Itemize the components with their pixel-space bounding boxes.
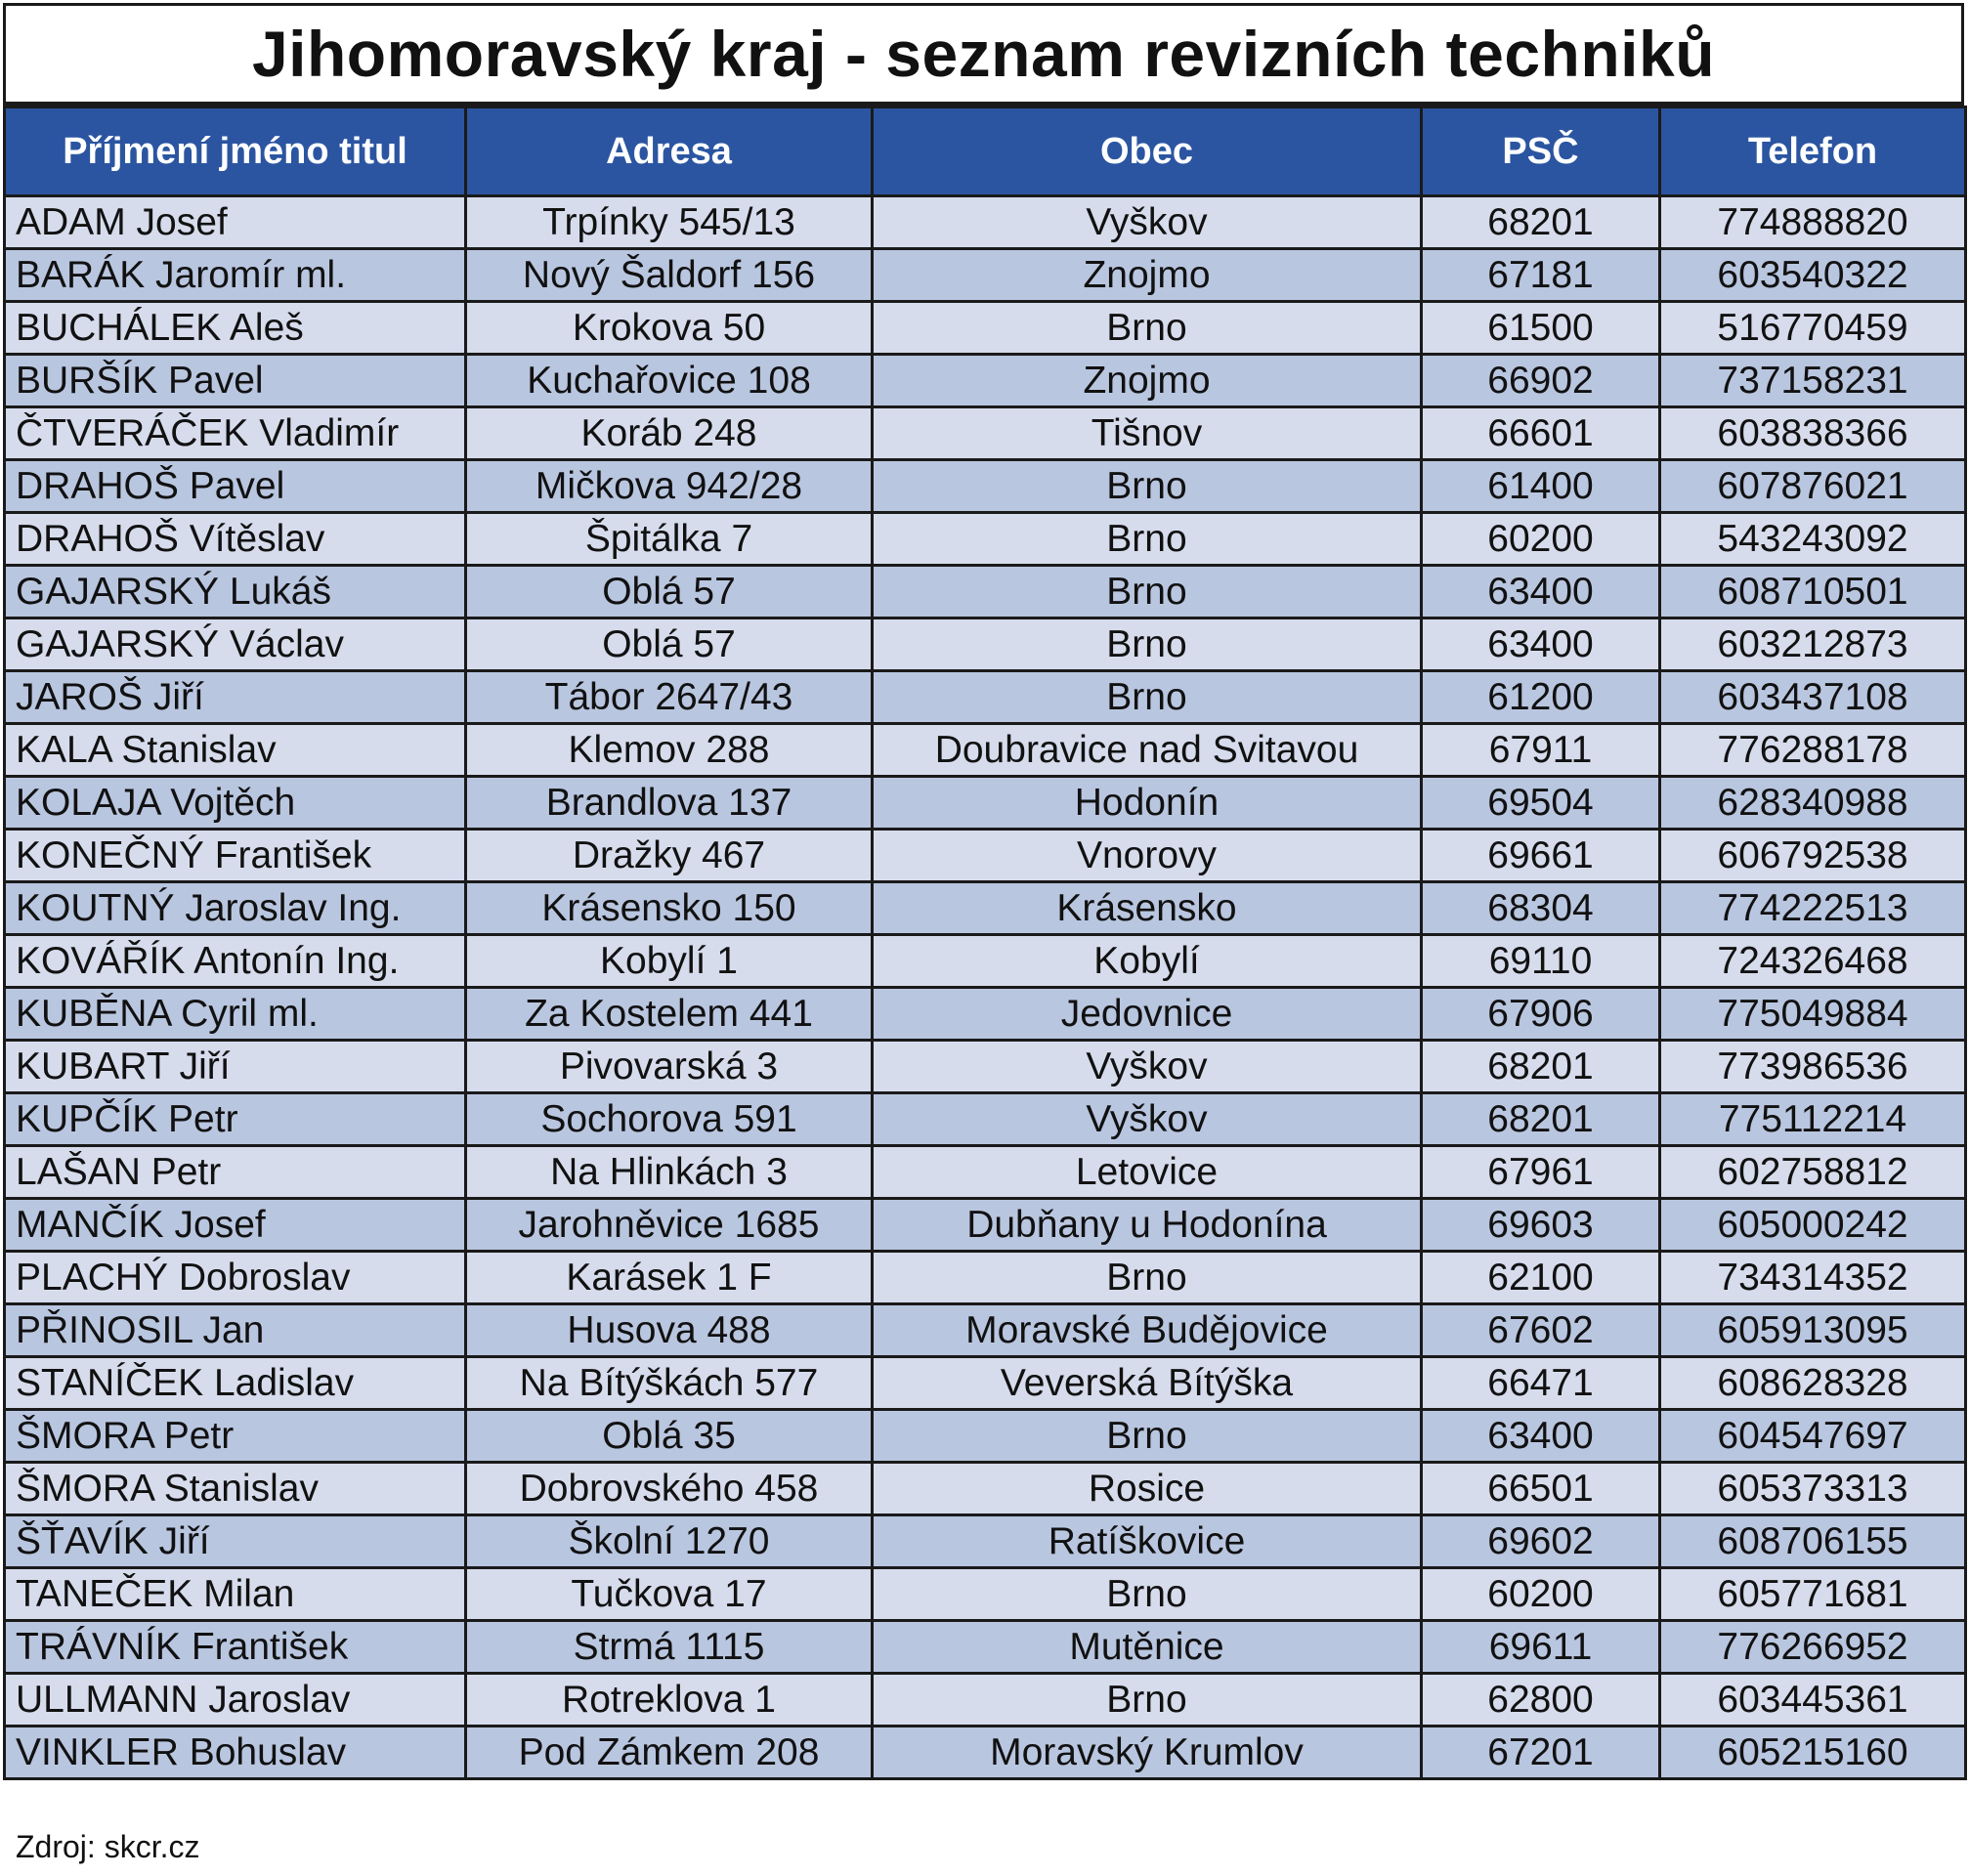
cell-city: Moravský Krumlov: [873, 1727, 1422, 1779]
cell-phone: 603437108: [1660, 671, 1966, 724]
cell-phone: 776288178: [1660, 724, 1966, 777]
cell-city: Brno: [873, 1568, 1422, 1621]
cell-name: KUBĚNA Cyril ml.: [5, 988, 466, 1041]
cell-phone: 605215160: [1660, 1727, 1966, 1779]
cell-postal-code: 69611: [1422, 1621, 1660, 1674]
cell-name: KOVÁŘÍK Antonín Ing.: [5, 935, 466, 988]
cell-phone: 607876021: [1660, 460, 1966, 513]
cell-postal-code: 62800: [1422, 1674, 1660, 1727]
cell-name: KUPČÍK Petr: [5, 1093, 466, 1146]
cell-name: DRAHOŠ Pavel: [5, 460, 466, 513]
cell-phone: 516770459: [1660, 302, 1966, 355]
cell-address: Dobrovského 458: [466, 1463, 873, 1515]
cell-address: Tučkova 17: [466, 1568, 873, 1621]
cell-postal-code: 68201: [1422, 1041, 1660, 1093]
cell-name: ČTVERÁČEK Vladimír: [5, 407, 466, 460]
cell-name: ŠMORA Stanislav: [5, 1463, 466, 1515]
cell-name: GAJARSKÝ Lukáš: [5, 566, 466, 618]
cell-name: BURŠÍK Pavel: [5, 355, 466, 407]
cell-postal-code: 69504: [1422, 777, 1660, 830]
table-row: [5, 1304, 1966, 1357]
table-body: [5, 196, 1966, 1779]
cell-phone: 605771681: [1660, 1568, 1966, 1621]
cell-address: Brandlova 137: [466, 777, 873, 830]
cell-name: ULLMANN Jaroslav: [5, 1674, 466, 1727]
cell-city: Tišnov: [873, 407, 1422, 460]
column-header-phone: Telefon: [1660, 107, 1966, 196]
document: [3, 3, 1964, 1780]
cell-address: Husova 488: [466, 1304, 873, 1357]
cell-city: Brno: [873, 671, 1422, 724]
table-row: [5, 1568, 1966, 1621]
cell-address: Tábor 2647/43: [466, 671, 873, 724]
cell-phone: 773986536: [1660, 1041, 1966, 1093]
cell-postal-code: 69603: [1422, 1199, 1660, 1252]
cell-city: Rosice: [873, 1463, 1422, 1515]
cell-postal-code: 66601: [1422, 407, 1660, 460]
cell-address: Pod Zámkem 208: [466, 1727, 873, 1779]
cell-phone: 608706155: [1660, 1515, 1966, 1568]
cell-city: Brno: [873, 618, 1422, 671]
cell-phone: 604547697: [1660, 1410, 1966, 1463]
cell-phone: 608628328: [1660, 1357, 1966, 1410]
cell-phone: 605373313: [1660, 1463, 1966, 1515]
cell-postal-code: 67201: [1422, 1727, 1660, 1779]
table-row: [5, 724, 1966, 777]
cell-name: KALA Stanislav: [5, 724, 466, 777]
cell-name: MANČÍK Josef: [5, 1199, 466, 1252]
table-row: [5, 882, 1966, 935]
table-row: [5, 1041, 1966, 1093]
cell-address: Dražky 467: [466, 830, 873, 882]
cell-city: Brno: [873, 1252, 1422, 1304]
cell-city: Vnorovy: [873, 830, 1422, 882]
cell-name: STANÍČEK Ladislav: [5, 1357, 466, 1410]
cell-postal-code: 67906: [1422, 988, 1660, 1041]
cell-address: Oblá 35: [466, 1410, 873, 1463]
table-row: [5, 1093, 1966, 1146]
table-row: [5, 1727, 1966, 1779]
cell-city: Brno: [873, 1410, 1422, 1463]
cell-postal-code: 69110: [1422, 935, 1660, 988]
cell-address: Nový Šaldorf 156: [466, 249, 873, 302]
table-row: [5, 566, 1966, 618]
cell-name: PLACHÝ Dobroslav: [5, 1252, 466, 1304]
cell-city: Kobylí: [873, 935, 1422, 988]
cell-address: Koráb 248: [466, 407, 873, 460]
cell-name: VINKLER Bohuslav: [5, 1727, 466, 1779]
cell-name: BARÁK Jaromír ml.: [5, 249, 466, 302]
table-row: [5, 935, 1966, 988]
table-row: [5, 777, 1966, 830]
table-row: [5, 1146, 1966, 1199]
cell-address: Jarohněvice 1685: [466, 1199, 873, 1252]
cell-postal-code: 67181: [1422, 249, 1660, 302]
cell-postal-code: 63400: [1422, 618, 1660, 671]
cell-city: Vyškov: [873, 1093, 1422, 1146]
column-header-postal-code: PSČ: [1422, 107, 1660, 196]
cell-city: Ratíškovice: [873, 1515, 1422, 1568]
cell-phone: 734314352: [1660, 1252, 1966, 1304]
cell-address: Kobylí 1: [466, 935, 873, 988]
cell-name: ŠŤAVÍK Jiří: [5, 1515, 466, 1568]
table-row: [5, 1621, 1966, 1674]
cell-postal-code: 68304: [1422, 882, 1660, 935]
cell-address: Oblá 57: [466, 618, 873, 671]
cell-postal-code: 61200: [1422, 671, 1660, 724]
table-row: [5, 249, 1966, 302]
cell-phone: 543243092: [1660, 513, 1966, 566]
cell-postal-code: 69661: [1422, 830, 1660, 882]
cell-postal-code: 67602: [1422, 1304, 1660, 1357]
cell-name: LAŠAN Petr: [5, 1146, 466, 1199]
cell-postal-code: 61500: [1422, 302, 1660, 355]
cell-address: Klemov 288: [466, 724, 873, 777]
cell-postal-code: 63400: [1422, 566, 1660, 618]
table-row: [5, 618, 1966, 671]
cell-phone: 776266952: [1660, 1621, 1966, 1674]
cell-postal-code: 68201: [1422, 196, 1660, 249]
cell-address: Sochorova 591: [466, 1093, 873, 1146]
cell-phone: 608710501: [1660, 566, 1966, 618]
table-row: [5, 1357, 1966, 1410]
cell-name: ŠMORA Petr: [5, 1410, 466, 1463]
cell-address: Na Bítýškách 577: [466, 1357, 873, 1410]
cell-phone: 775112214: [1660, 1093, 1966, 1146]
table-row: [5, 302, 1966, 355]
cell-city: Vyškov: [873, 1041, 1422, 1093]
cell-phone: 774222513: [1660, 882, 1966, 935]
cell-city: Brno: [873, 1674, 1422, 1727]
cell-city: Letovice: [873, 1146, 1422, 1199]
table-row: [5, 1515, 1966, 1568]
cell-city: Doubravice nad Svitavou: [873, 724, 1422, 777]
cell-city: Hodonín: [873, 777, 1422, 830]
cell-name: TANEČEK Milan: [5, 1568, 466, 1621]
column-header-city: Obec: [873, 107, 1422, 196]
cell-postal-code: 66501: [1422, 1463, 1660, 1515]
cell-city: Dubňany u Hodonína: [873, 1199, 1422, 1252]
cell-name: BUCHÁLEK Aleš: [5, 302, 466, 355]
cell-address: Pivovarská 3: [466, 1041, 873, 1093]
cell-address: Špitálka 7: [466, 513, 873, 566]
cell-postal-code: 62100: [1422, 1252, 1660, 1304]
cell-postal-code: 67911: [1422, 724, 1660, 777]
cell-city: Mutěnice: [873, 1621, 1422, 1674]
cell-city: Brno: [873, 302, 1422, 355]
cell-city: Znojmo: [873, 249, 1422, 302]
table-row: [5, 1463, 1966, 1515]
cell-name: KUBART Jiří: [5, 1041, 466, 1093]
technicians-table: [3, 106, 1967, 1780]
cell-postal-code: 66471: [1422, 1357, 1660, 1410]
cell-address: Trpínky 545/13: [466, 196, 873, 249]
cell-address: Krásensko 150: [466, 882, 873, 935]
cell-city: Veverská Bítýška: [873, 1357, 1422, 1410]
cell-city: Moravské Budějovice: [873, 1304, 1422, 1357]
column-header-address: Adresa: [466, 107, 873, 196]
cell-name: KONEČNÝ František: [5, 830, 466, 882]
cell-postal-code: 67961: [1422, 1146, 1660, 1199]
cell-name: KOUTNÝ Jaroslav Ing.: [5, 882, 466, 935]
cell-phone: 603838366: [1660, 407, 1966, 460]
cell-city: Brno: [873, 460, 1422, 513]
cell-address: Na Hlinkách 3: [466, 1146, 873, 1199]
cell-phone: 605913095: [1660, 1304, 1966, 1357]
table-row: [5, 671, 1966, 724]
table-header-row: [5, 107, 1966, 196]
cell-address: Za Kostelem 441: [466, 988, 873, 1041]
cell-phone: 775049884: [1660, 988, 1966, 1041]
cell-phone: 603212873: [1660, 618, 1966, 671]
source-note: Zdroj: skcr.cz: [16, 1829, 200, 1864]
table-row: [5, 407, 1966, 460]
table-row: [5, 1252, 1966, 1304]
cell-city: Brno: [873, 566, 1422, 618]
cell-address: Kuchařovice 108: [466, 355, 873, 407]
cell-postal-code: 68201: [1422, 1093, 1660, 1146]
table-row: [5, 830, 1966, 882]
cell-city: Vyškov: [873, 196, 1422, 249]
cell-phone: 628340988: [1660, 777, 1966, 830]
cell-name: GAJARSKÝ Václav: [5, 618, 466, 671]
cell-postal-code: 61400: [1422, 460, 1660, 513]
cell-postal-code: 60200: [1422, 513, 1660, 566]
cell-name: PŘINOSIL Jan: [5, 1304, 466, 1357]
cell-postal-code: 69602: [1422, 1515, 1660, 1568]
cell-phone: 602758812: [1660, 1146, 1966, 1199]
cell-address: Karásek 1 F: [466, 1252, 873, 1304]
cell-phone: 603445361: [1660, 1674, 1966, 1727]
table-row: [5, 196, 1966, 249]
cell-address: Krokova 50: [466, 302, 873, 355]
cell-address: Oblá 57: [466, 566, 873, 618]
cell-phone: 605000242: [1660, 1199, 1966, 1252]
table-row: [5, 988, 1966, 1041]
table-row: [5, 1199, 1966, 1252]
cell-address: Rotreklova 1: [466, 1674, 873, 1727]
cell-address: Mičkova 942/28: [466, 460, 873, 513]
cell-city: Krásensko: [873, 882, 1422, 935]
table-row: [5, 1410, 1966, 1463]
cell-city: Brno: [873, 513, 1422, 566]
table-row: [5, 1674, 1966, 1727]
cell-name: DRAHOŠ Vítěslav: [5, 513, 466, 566]
table-row: [5, 460, 1966, 513]
cell-name: JAROŠ Jiří: [5, 671, 466, 724]
cell-postal-code: 66902: [1422, 355, 1660, 407]
cell-phone: 724326468: [1660, 935, 1966, 988]
cell-address: Strmá 1115: [466, 1621, 873, 1674]
cell-address: Školní 1270: [466, 1515, 873, 1568]
cell-name: TRÁVNÍK František: [5, 1621, 466, 1674]
cell-phone: 737158231: [1660, 355, 1966, 407]
cell-name: ADAM Josef: [5, 196, 466, 249]
cell-postal-code: 63400: [1422, 1410, 1660, 1463]
table-row: [5, 513, 1966, 566]
table-row: [5, 355, 1966, 407]
cell-phone: 603540322: [1660, 249, 1966, 302]
cell-postal-code: 60200: [1422, 1568, 1660, 1621]
cell-name: KOLAJA Vojtěch: [5, 777, 466, 830]
page-title: Jihomoravský kraj - seznam revizních techniků: [3, 3, 1964, 106]
cell-phone: 774888820: [1660, 196, 1966, 249]
cell-phone: 606792538: [1660, 830, 1966, 882]
cell-city: Znojmo: [873, 355, 1422, 407]
cell-city: Jedovnice: [873, 988, 1422, 1041]
column-header-name: Příjmení jméno titul: [5, 107, 466, 196]
